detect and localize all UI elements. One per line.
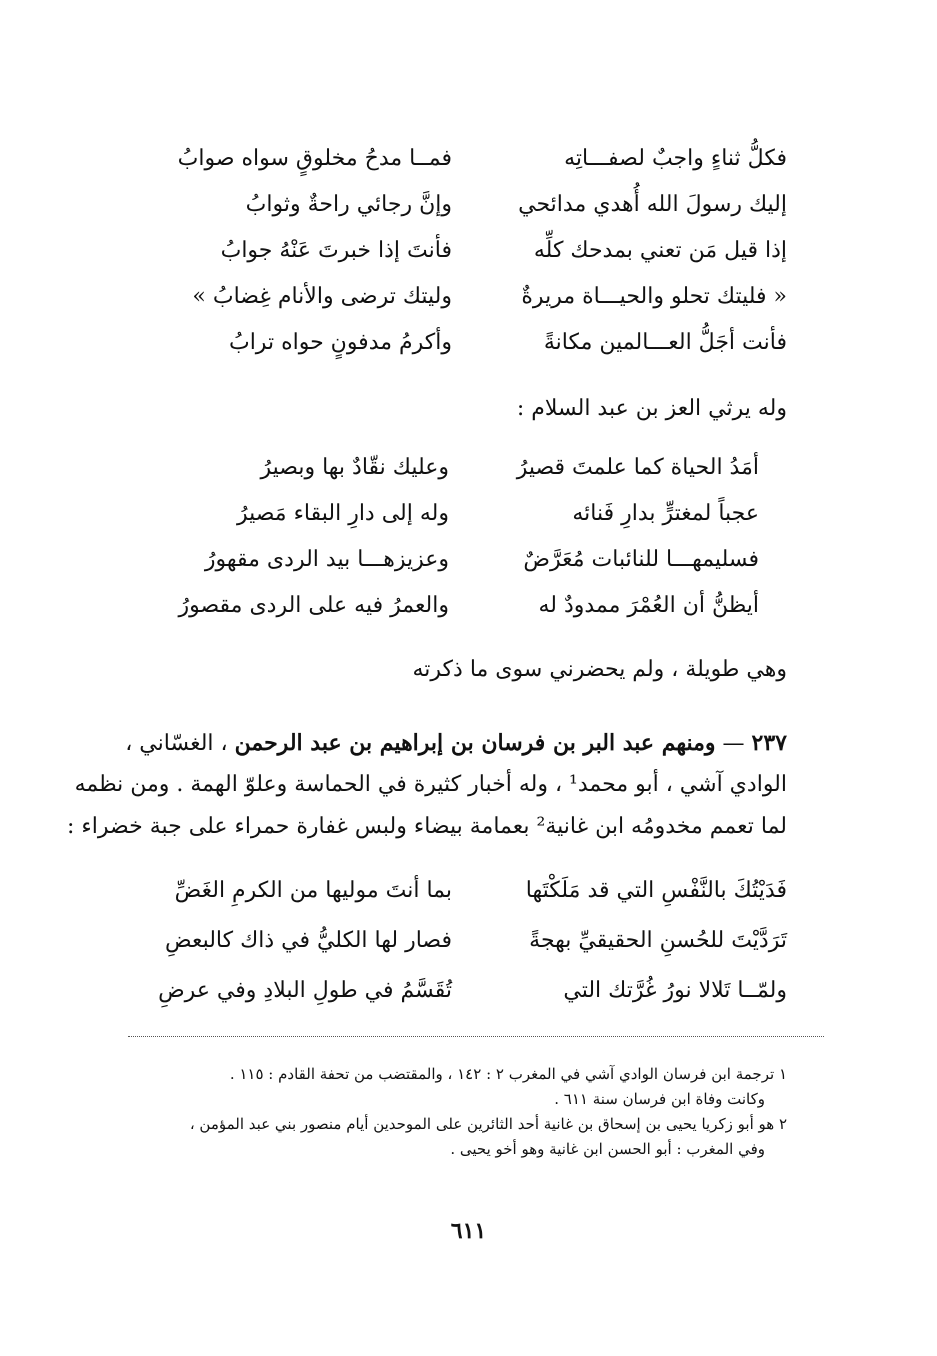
- verse-first-hemistich: ولمّــا تَلالا نورُ غُرَّتك التي: [563, 978, 787, 1003]
- verse-first-hemistich: تَرَدَّيْتَ للحُسنِ الحقيقيِّ بهجةً: [529, 928, 787, 953]
- footnotes: [122, 1062, 787, 1162]
- poem-b: [169, 445, 759, 629]
- poem-verse: [122, 228, 787, 274]
- poem-verse: [122, 966, 787, 1016]
- biography-entry: [67, 722, 787, 848]
- verse-first-hemistich: أيظنُّ أن العُمْرَ ممدودٌ له: [538, 593, 759, 618]
- poem-verse: [122, 274, 787, 320]
- verse-first-hemistich: فكلُّ ثناءٍ واجبٌ لصفـــاتِه: [564, 146, 787, 171]
- poem-verse: [169, 491, 759, 537]
- poem-b-closing: وهي طويلة ، ولم يحضرني سوى ما ذكرته: [412, 657, 787, 682]
- verse-second-hemistich: فمــا مدحُ مخلوقٍ سواه صوابُ: [177, 146, 452, 171]
- verse-first-hemistich: فَدَيْتُكَ بالنَّفْسِ التي قد مَلَكْتَها: [525, 878, 787, 903]
- poem-verse: [169, 583, 759, 629]
- poem-verse: [169, 537, 759, 583]
- poem-verse: [122, 136, 787, 182]
- verse-second-hemistich: والعمرُ فيه على الردى مقصورُ: [178, 593, 449, 618]
- poem-c: [122, 866, 787, 1016]
- verse-second-hemistich: فصار لها الكليُّ في ذاك كالبعضِ: [165, 928, 452, 953]
- verse-second-hemistich: بما أنتَ موليها من الكرمِ الغَضِّ: [174, 878, 452, 903]
- verse-first-hemistich: فأنت أجَلُّ العـــالمين مكانةً: [543, 330, 787, 355]
- entry-nisba: ، الغسّاني ،: [125, 731, 235, 756]
- verse-first-hemistich: « فليتك تحلو والحيـــاة مريرةٌ: [521, 284, 787, 309]
- poem-verse: [122, 916, 787, 966]
- verse-second-hemistich: وعليك نقّادٌ بها وبصيرُ: [260, 455, 449, 480]
- poem-b-intro: وله يرثي العز بن عبد السلام :: [516, 396, 787, 421]
- entry-name: ومنهم عبد البر بن فرسان بن إبراهيم بن عبد الرحمن: [234, 730, 716, 756]
- entry-heading-line: [122, 722, 787, 764]
- verse-first-hemistich: إذا قيل مَن تعني بمدحك كلِّه: [533, 238, 787, 263]
- verse-first-hemistich: فسليمهـــا للنائبات مُعَرَّضٌ: [523, 547, 759, 572]
- page-number: ٦١١: [450, 1218, 487, 1244]
- poem-a: [122, 136, 787, 366]
- poem-verse: [122, 182, 787, 228]
- poem-verse: [122, 866, 787, 916]
- verse-first-hemistich: إليك رسولَ الله أُهدي مدائحي: [518, 192, 787, 217]
- poem-verse: [122, 320, 787, 366]
- footnote-separator: [128, 1036, 824, 1037]
- entry-text-line: لما تعمم مخدومُه ابن غانية² بعمامة بيضاء ولبس غفارة حمراء على جبة خضراء :: [67, 814, 787, 839]
- verse-first-hemistich: عجباً لمغترٍّ بدارِ فَنائه: [572, 501, 759, 526]
- footnote-2-line-1: ٢ هو أبو زكريا يحيى بن إسحاق بن غانية أحد الثائرين على الموحدين أيام منصور بني عبد المؤمن ،: [189, 1115, 787, 1133]
- entry-number: ٢٣٧: [751, 730, 787, 756]
- footnote-1-line-2: وكانت وفاة ابن فرسان سنة ٦١١ .: [554, 1090, 765, 1108]
- entry-text-line: الوادي آشي ، أبو محمد¹ ، وله أخبار كثيرة في الحماسة وعلوّ الهمة . ومن نظمه: [74, 772, 787, 797]
- verse-second-hemistich: وإنَّ رجائي راحةٌ وثوابُ: [245, 192, 452, 217]
- entry-dash: —: [715, 731, 752, 756]
- verse-first-hemistich: أمَدُ الحياة كما علمتَ قصيرُ: [516, 455, 759, 480]
- verse-second-hemistich: تُقَسَّمُ في طولِ البلادِ وفي عرضِ: [158, 978, 452, 1003]
- poem-verse: [169, 445, 759, 491]
- verse-second-hemistich: وعزيزهـــا بيد الردى مقهورُ: [204, 547, 449, 572]
- footnote-1-line-1: ١ ترجمة ابن فرسان الوادي آشي في المغرب ٢ : ١٤٢ ، والمقتضب من تحفة القادم : ١١٥ .: [229, 1065, 787, 1083]
- verse-second-hemistich: وأكرمُ مدفونٍ حواه ترابُ: [228, 330, 452, 355]
- verse-second-hemistich: فأنتَ إذا خبرتَ عَنْهُ جوابُ: [220, 238, 452, 263]
- footnote-2-line-2: وفي المغرب : أبو الحسن ابن غانية وهو أخو يحيى .: [450, 1140, 765, 1158]
- verse-second-hemistich: وليتك ترضى والأنام غِضابُ »: [192, 284, 452, 309]
- verse-second-hemistich: وله إلى دارِ البقاء مَصيرُ: [236, 501, 449, 526]
